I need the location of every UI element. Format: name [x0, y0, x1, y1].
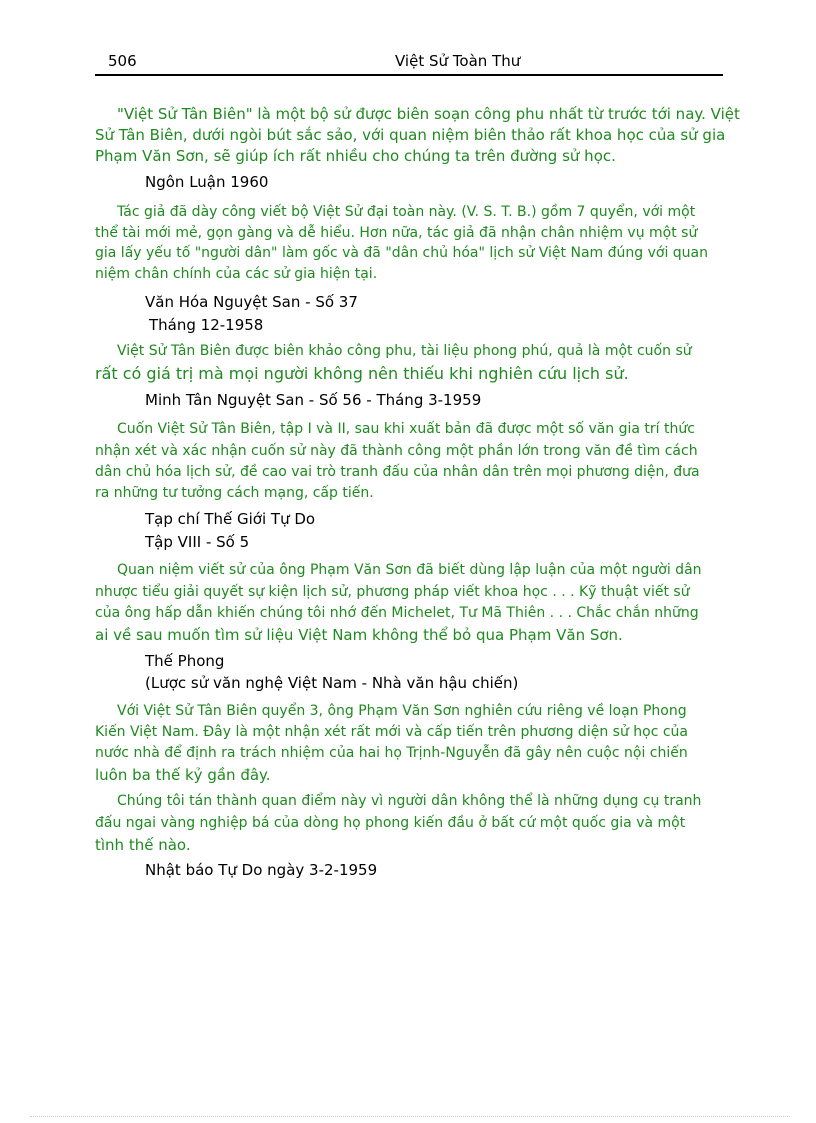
review-4-line-2: nhận xét và xác nhận cuốn sử này đã thành công một phần lớn trong văn đề tìm cách [95, 443, 698, 459]
bottom-divider [30, 1116, 790, 1117]
review-6-line-2: Kiến Việt Nam. Đây là một nhận xét rất mới và cấp tiến trên phương diện sử học của [95, 724, 688, 740]
review-4-source-1: Tạp chí Thế Giới Tự Do [145, 510, 316, 528]
review-1-line-3: Phạm Văn Sơn, sẽ giúp ích rất nhiều cho chúng ta trên đường sử học. [95, 147, 616, 165]
review-5-line-2: nhược tiểu giải quyết sự kiện lịch sử, phương pháp viết khoa học . . . Kỹ thuật viết sử [95, 584, 690, 600]
review-4-source-2: Tập VIII - Số 5 [145, 533, 250, 551]
review-6-line-3: nước nhà để định ra trách nhiệm của hai họ Trịnh-Nguyễn đã gây nên cuộc nội chiến [95, 745, 688, 761]
review-5-line-1: Quan niệm viết sử của ông Phạm Văn Sơn đã biết dùng lập luận của một người dân [117, 562, 702, 578]
review-2-source-1: Văn Hóa Nguyệt San - Số 37 [145, 293, 358, 311]
review-4-line-3: dân chủ hóa lịch sử, đề cao vai trò tranh đấu của nhân dân trên mọi phương diện, đưa [95, 464, 700, 480]
page-number: 506 [108, 52, 137, 70]
page-header [95, 48, 723, 76]
review-6-line-1: Với Việt Sử Tân Biên quyển 3, ông Phạm Văn Sơn nghiên cứu riêng về loạn Phong [117, 703, 687, 719]
review-2-line-4: niệm chân chính của các sử gia hiện tại. [95, 266, 378, 282]
review-4-line-4: ra những tư tưởng cách mạng, cấp tiến. [95, 485, 374, 501]
review-6-line-4: luôn ba thế kỷ gần đây. [95, 766, 271, 784]
review-5-line-3: của ông hấp dẫn khiến chúng tôi nhớ đến Michelet, Tư Mã Thiên . . . Chắc chắn những [95, 605, 699, 621]
review-4-line-1: Cuốn Việt Sử Tân Biên, tập I và II, sau khi xuất bản đã được một số văn gia trí thức [117, 421, 695, 437]
review-7-line-3: tình thế nào. [95, 836, 191, 854]
review-7-line-1: Chúng tôi tán thành quan điểm này vì người dân không thể là những dụng cụ tranh [117, 793, 702, 809]
review-1-line-2: Sử Tân Biên, dưới ngòi bút sắc sảo, với quan niệm biên thảo rất khoa học của sử gia [95, 126, 726, 144]
review-1-line-1: "Việt Sử Tân Biên" là một bộ sử được biên soạn công phu nhất từ trước tới nay. Việt [117, 105, 740, 123]
review-2-source-2: Tháng 12-1958 [149, 316, 264, 334]
review-3-line-1: Việt Sử Tân Biên được biên khảo công phu, tài liệu phong phú, quả là một cuốn sử [117, 343, 692, 359]
book-title: Việt Sử Toàn Thư [395, 52, 521, 70]
review-5-source-2: (Lược sử văn nghệ Việt Nam - Nhà văn hậu chiến) [145, 674, 519, 692]
review-2-line-1: Tác giả đã dày công viết bộ Việt Sử đại toàn này. (V. S. T. B.) gồm 7 quyển, với một [117, 204, 696, 220]
review-5-line-4: ai về sau muốn tìm sử liệu Việt Nam không thể bỏ qua Phạm Văn Sơn. [95, 626, 623, 644]
review-1-source: Ngôn Luận 1960 [145, 173, 269, 191]
review-3-line-2: rất có giá trị mà mọi người không nên thiếu khi nghiên cứu lịch sử. [95, 364, 629, 383]
review-3-source: Minh Tân Nguyệt San - Số 56 - Tháng 3-1959 [145, 391, 482, 409]
review-2-line-2: thể tài mới mẻ, gọn gàng và dễ hiểu. Hơn nữa, tác giả đã nhận chân nhiệm vụ một sử [95, 225, 698, 241]
review-5-source-1: Thế Phong [145, 652, 225, 670]
review-7-line-2: đấu ngai vàng nghiệp bá của dòng họ phong kiến đầu ở bất cứ một quốc gia và một [95, 815, 686, 831]
review-2-line-3: gia lấy yếu tố "người dân" làm gốc và đã "dân chủ hóa" lịch sử Việt Nam đúng với quan [95, 245, 708, 261]
review-7-source: Nhật báo Tự Do ngày 3-2-1959 [145, 861, 378, 879]
